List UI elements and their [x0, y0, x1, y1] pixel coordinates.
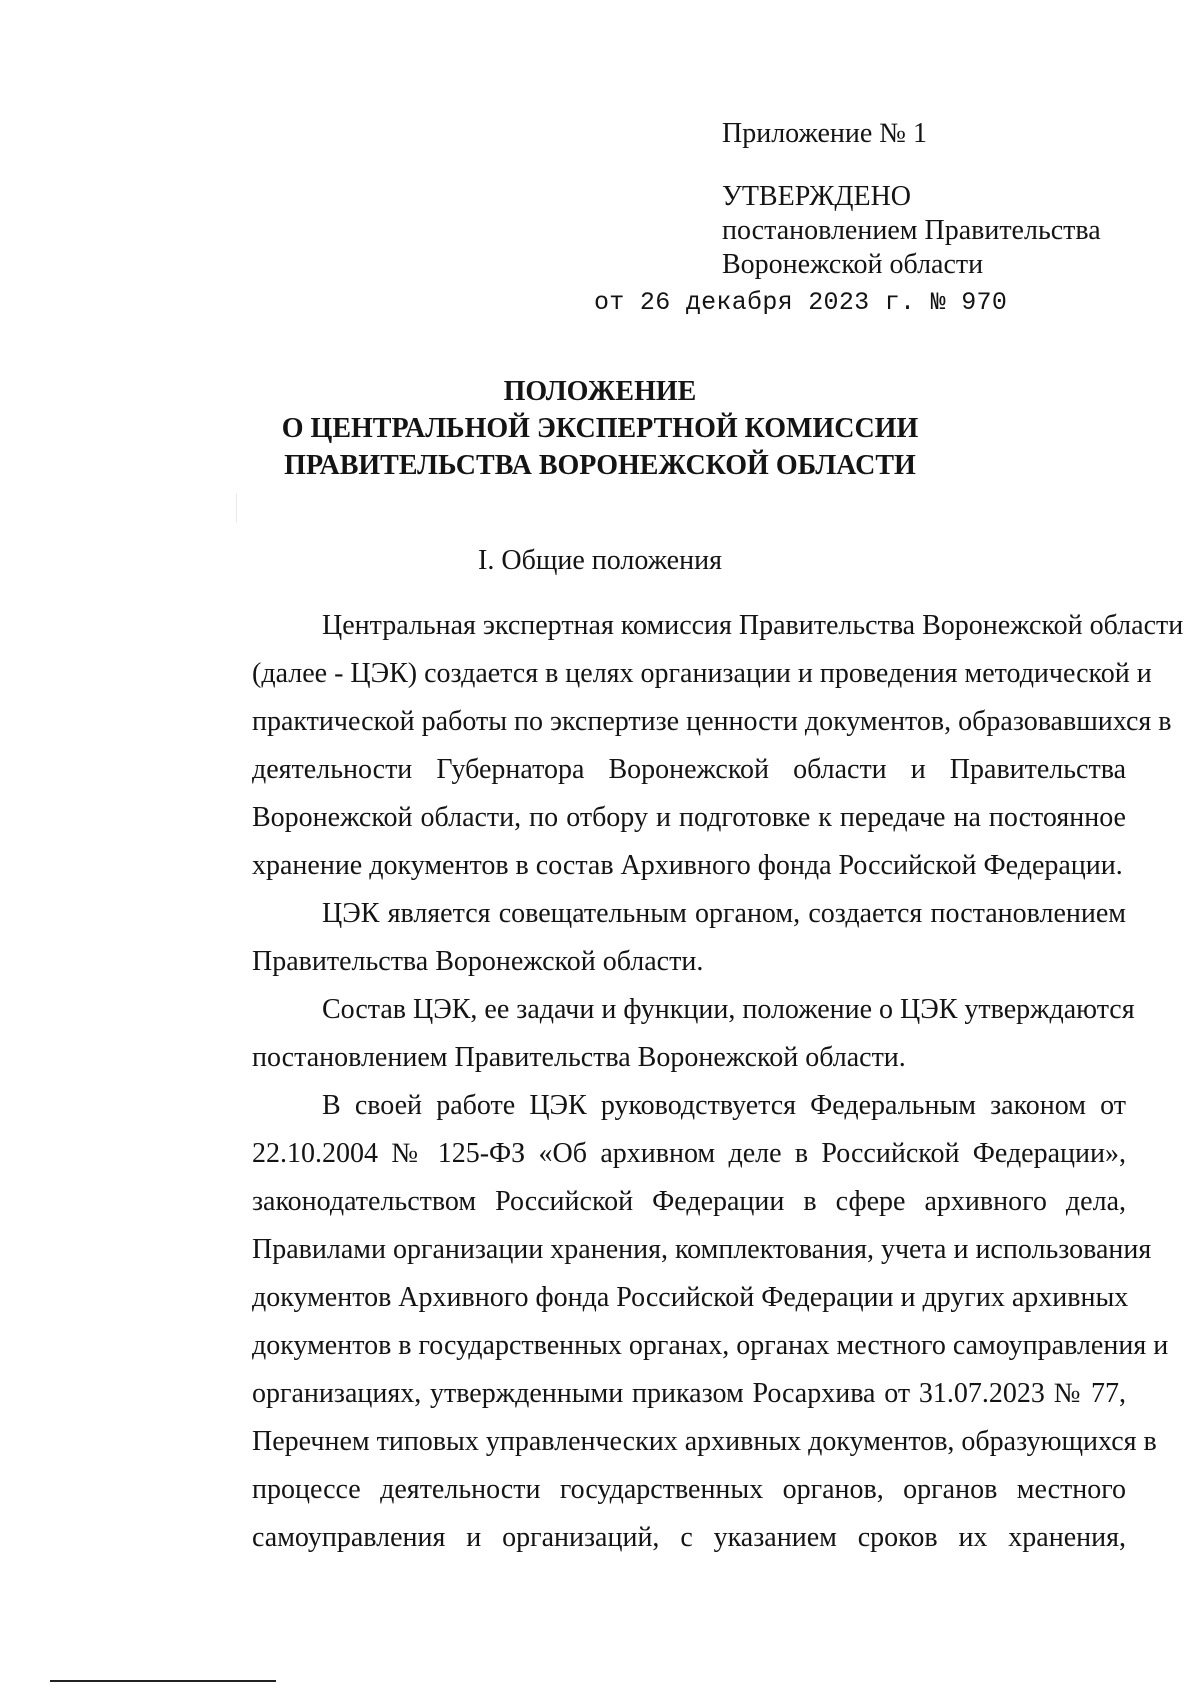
text-line: законодательством Российской Федерации в сфере архивного дела,: [252, 1186, 1126, 1217]
text-line: документов Архивного фонда Российской Федерации и других архивных: [252, 1282, 1129, 1313]
text-line: процессе деятельности государственных органов, органов местного: [252, 1474, 1126, 1505]
text-line: Правительства Воронежской области.: [252, 946, 704, 977]
section-heading: I. Общие положения: [478, 545, 722, 576]
text-line: Перечнем типовых управленческих архивных документов, образующихся в: [252, 1426, 1157, 1457]
text-line: 22.10.2004 № 125-ФЗ «Об архивном деле в Российской Федерации»,: [252, 1138, 1126, 1169]
text-line: Воронежской области, по отбору и подготовке к передаче на постоянное: [252, 802, 1126, 833]
text-line: (далее - ЦЭК) создается в целях организации и проведения методической и: [252, 658, 1152, 689]
scan-artifact: [236, 493, 237, 523]
text-line: деятельности Губернатора Воронежской области и Правительства: [252, 754, 1126, 785]
approved-by-line: постановлением Правительства: [722, 215, 1101, 246]
text-line: документов в государственных органах, органах местного самоуправления и: [252, 1330, 1169, 1361]
title-line: ПРАВИТЕЛЬСТВА ВОРОНЕЖСКОЙ ОБЛАСТИ: [284, 450, 916, 481]
approved-stamp-text: УТВЕРЖДЕНО: [722, 181, 912, 212]
approval-block: [722, 180, 1101, 282]
title-line: ПОЛОЖЕНИЕ: [503, 376, 697, 407]
text-line: ЦЭК является совещательным органом, создается постановлением: [322, 898, 1126, 929]
text-line: самоуправления и организаций, с указанием сроков их хранения,: [252, 1522, 1126, 1553]
text-line: В своей работе ЦЭК руководствуется Федеральным законом от: [322, 1090, 1126, 1121]
document-title: [0, 373, 1200, 484]
text-line: Состав ЦЭК, ее задачи и функции, положение о ЦЭК утверждаются: [322, 994, 1135, 1025]
approval-date: от 26 декабря 2023 г. № 970: [594, 288, 1008, 317]
text-line: Центральная экспертная комиссия Правительства Воронежской области: [322, 610, 1184, 641]
paragraph: [182, 890, 1126, 986]
paragraph: [182, 1082, 1169, 1562]
text-line: постановлением Правительства Воронежской области.: [252, 1042, 906, 1073]
body-text: [182, 602, 1184, 1562]
text-line: организациях, утвержденными приказом Росархива от 31.07.2023 № 77,: [252, 1378, 1126, 1409]
paragraph: [182, 986, 1135, 1082]
title-line: О ЦЕНТРАЛЬНОЙ ЭКСПЕРТНОЙ КОМИССИИ: [281, 413, 919, 444]
appendix-label: Приложение № 1: [722, 118, 927, 149]
footnote-divider: [50, 1680, 276, 1682]
text-line: практической работы по экспертизе ценности документов, образовавшихся в: [252, 706, 1172, 737]
text-line: Правилами организации хранения, комплектования, учета и использования: [252, 1234, 1152, 1265]
approved-by-region: Воронежской области: [722, 249, 984, 280]
paragraph: [182, 602, 1184, 890]
text-line: хранение документов в состав Архивного фонда Российской Федерации.: [252, 850, 1123, 881]
